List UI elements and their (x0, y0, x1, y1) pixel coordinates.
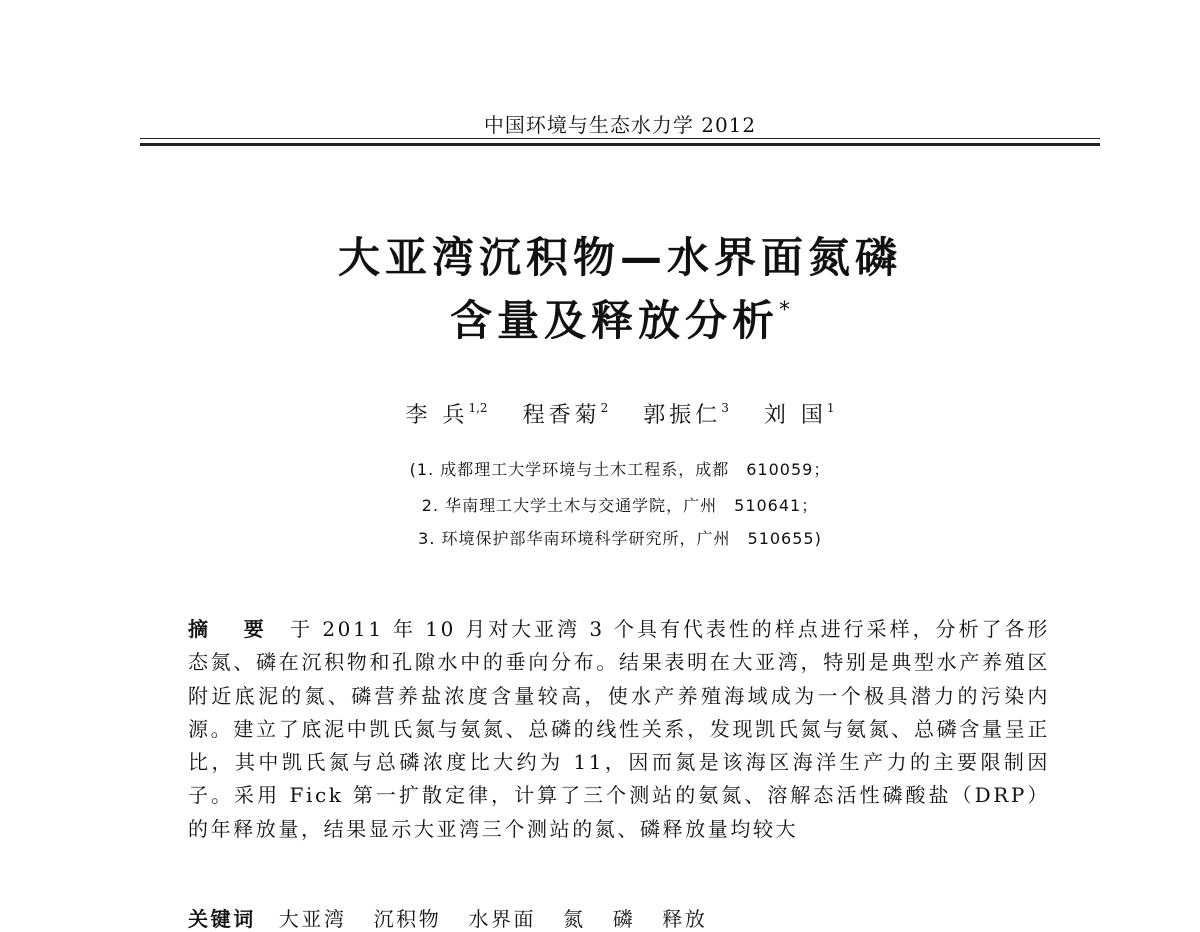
journal-header: 中国环境与生态水力学 2012 (483, 113, 757, 137)
keyword: 释放 (662, 907, 708, 931)
keywords (188, 903, 1050, 932)
paper-title-line-2 (140, 288, 1100, 348)
author-name: 程香菊 (522, 403, 601, 428)
author (643, 403, 729, 428)
author (764, 403, 835, 428)
title-footnote-mark: * (779, 298, 790, 323)
keyword: 大亚湾 (278, 907, 347, 931)
affiliation-3: 3. 环境保护部华南环境科学研究所，广州 510655) (418, 529, 822, 548)
title-line-2-text: 含量及释放分析 (449, 296, 779, 345)
abstract (188, 613, 1050, 846)
keywords-label: 关键词 (188, 907, 256, 931)
author-name: 刘 国 (763, 403, 827, 428)
paper-title-line-1 (140, 225, 1100, 285)
affiliation-1: (1. 成都理工大学环境与土木工程系，成都 610059； (409, 460, 831, 479)
author-list (140, 398, 1100, 429)
author-name: 李 兵 (405, 403, 469, 428)
title-line-1-text: 大亚湾沉积物—水界面氮磷 (337, 233, 902, 282)
author (523, 403, 609, 428)
author-affiliation-mark: 3 (721, 401, 729, 415)
keyword: 氮 (563, 907, 586, 931)
author-affiliation-mark: 1,2 (468, 401, 488, 415)
keyword: 沉积物 (373, 907, 442, 931)
abstract-label: 摘 要 (188, 617, 279, 641)
header-rule-thick (140, 143, 1100, 146)
author-affiliation-mark: 1 (826, 401, 835, 415)
author-affiliation-mark: 2 (600, 401, 609, 415)
header-rule-thin (140, 138, 1100, 139)
author-name: 郭振仁 (643, 403, 722, 428)
affiliation-2: 2. 华南理工大学土木与交通学院，广州 510641； (421, 496, 819, 515)
keyword: 磷 (612, 907, 636, 931)
keyword: 水界面 (468, 907, 537, 931)
abstract-text: 于 2011 年 10 月对大亚湾 3 个具有代表性的样点进行采样，分析了各形态氮、磷在沉积物和孔隙水中的垂向分布。结果表明在大亚湾，特别是典型水产养殖区附近底泥的氮、磷营养盐浓度含量较高，使水产养殖海域成为一个极具潜力的污染内源。建立了底泥中凯氏氮与氨氮、总磷的线性关系，发现凯氏氮与氨氮、总磷含量呈正比，其中凯氏氮与总磷浓度比大约为 11，因而氮是该海区海洋生产力的主要限制因子。采用 Fick 第一扩散定律，计算了三个测站的氨氮、溶解态活性磷酸盐（DRP）的年释放量，结果显示大亚湾三个测站的氮、磷释放量均较大 (188, 617, 1050, 841)
author (405, 403, 487, 428)
